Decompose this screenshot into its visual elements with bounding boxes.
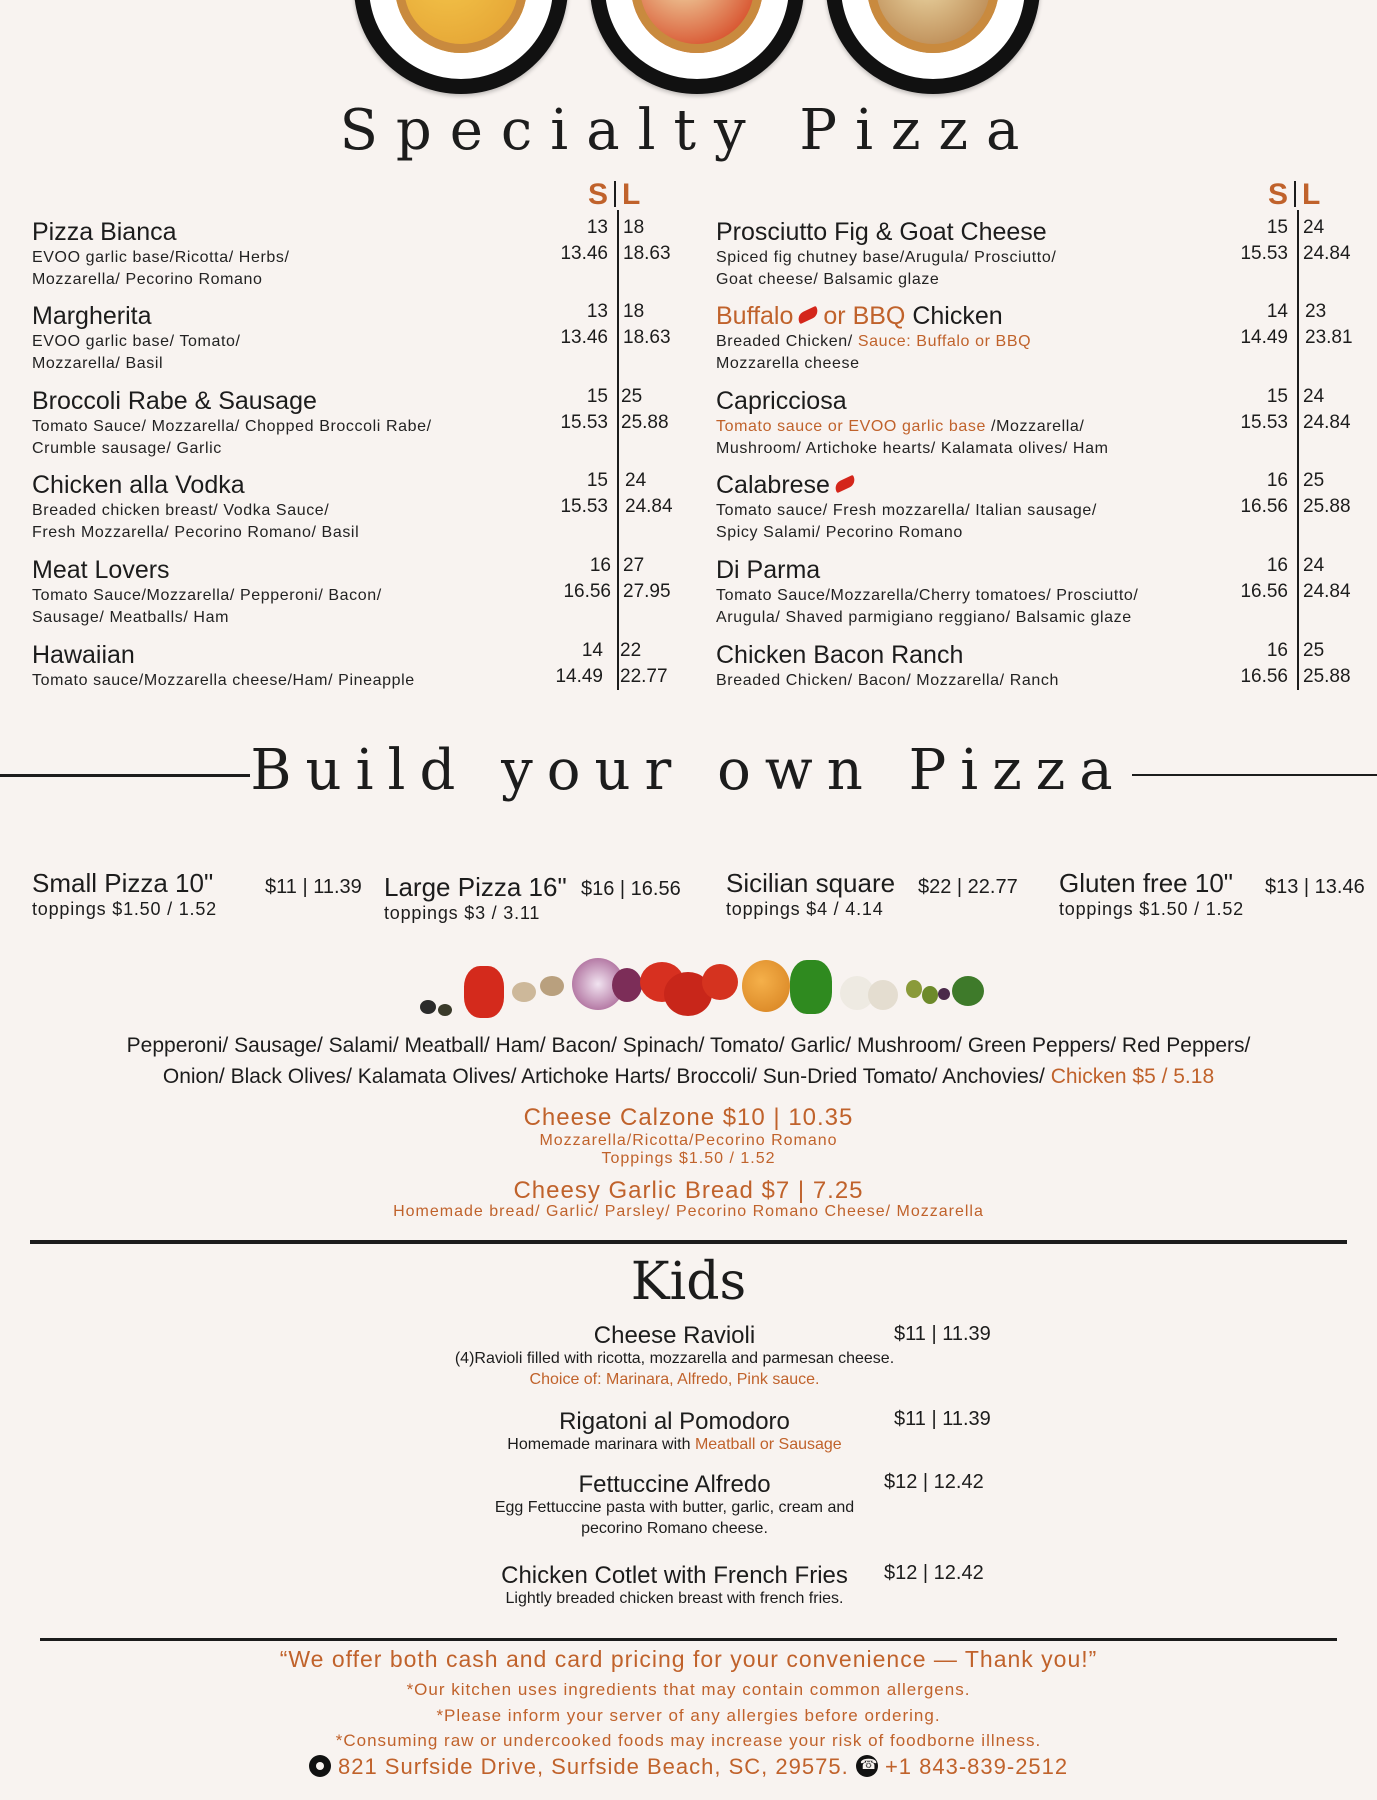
item-name: Chicken Bacon Ranch [716, 641, 964, 669]
kids-item-desc: Homemade marinara with Meatball or Sausage [507, 1436, 842, 1453]
build-title: Build your own Pizza [250, 738, 1127, 803]
size-price: $22 | 22.77 [918, 876, 1018, 898]
olive-icon [938, 988, 950, 1000]
item-desc: Goat cheese/ Balsamic glaze [716, 271, 940, 288]
item-name: Capricciosa [716, 387, 847, 415]
price-large: 25 25.88 [621, 386, 669, 433]
kids-item-name: Fettuccine Alfredo [578, 1471, 771, 1498]
size-price: $11 | 11.39 [265, 876, 362, 898]
item-desc: Arugula/ Shaved parmigiano reggiano/ Balsamic glaze [716, 609, 1132, 626]
kids-item [0, 1408, 1363, 1454]
item-desc: Mozzarella/ Basil [32, 355, 164, 372]
price-small: 13 13.46 [560, 217, 608, 264]
price-small: 16 16.56 [1240, 640, 1288, 687]
item-desc: Mozzarella/ Pecorino Romano [32, 271, 263, 288]
kids-item-desc: pecorino Romano cheese. [581, 1520, 768, 1537]
toppings-line: Pepperoni/ Sausage/ Salami/ Meatball/ Ham/ Bacon/ Spinach/ Tomato/ Garlic/ Mushroom/ Green Peppers/ Red Peppers/ [126, 1034, 1251, 1057]
item-name: Prosciutto Fig & Goat Cheese [716, 218, 1047, 246]
price-large: 24 24.84 [1303, 555, 1351, 602]
divider-line [40, 1638, 1337, 1641]
size-large-pizza: Large Pizza 16" toppings $3 / 3.11 [384, 872, 567, 923]
raw-food-note: *Consuming raw or undercooked foods may increase your risk of foodborne illness. [335, 1731, 1042, 1750]
item-desc: Spiced fig chutney base/Arugula/ Prosciutto/ [716, 249, 1057, 266]
menu-item [32, 301, 241, 375]
chili-pepper-icon [833, 475, 857, 493]
kids-item-name: Rigatoni al Pomodoro [559, 1408, 790, 1435]
menu-item [716, 470, 1097, 544]
payment-note: “We offer both cash and card pricing for your convenience — Thank you!” [279, 1646, 1098, 1672]
kids-item-desc: Egg Fettuccine pasta with butter, garlic, cream and [494, 1499, 855, 1516]
item-name: Broccoli Rabe & Sausage [32, 387, 317, 415]
kids-item-name: Chicken Cotlet with French Fries [501, 1562, 848, 1589]
price-divider-left [617, 210, 619, 690]
menu-item [32, 640, 415, 692]
price-divider-right [1297, 210, 1299, 690]
kids-title: Kids [630, 1252, 747, 1312]
item-name: Chicken alla Vodka [32, 471, 245, 499]
mushroom-icon [540, 976, 564, 996]
pizza-plate-margherita [590, 0, 804, 94]
garlic-bread-block [0, 1178, 1377, 1220]
item-desc: Sausage/ Meatballs/ Ham [32, 609, 230, 626]
size-small-label: S [1268, 178, 1289, 211]
price-large: 18 18.63 [623, 301, 671, 348]
price-small: 15 15.53 [1240, 386, 1288, 433]
broccoli-icon [952, 976, 984, 1006]
price-small: 15 15.53 [1240, 217, 1288, 264]
pizza-plate-cheese [354, 0, 568, 94]
price-small: 15 15.53 [560, 386, 608, 433]
item-name: Buffalo or BBQ Chicken [716, 302, 1003, 330]
item-desc: EVOO garlic base/ Tomato/ [32, 333, 241, 350]
price-large: 23 23.81 [1305, 301, 1353, 348]
menu-item [716, 217, 1056, 291]
kids-item-desc: Lightly breaded chicken breast with french fries. [505, 1590, 844, 1607]
specialty-title: Specialty Pizza [339, 98, 1038, 163]
size-sicilian: Sicilian square toppings $4 / 4.14 [726, 868, 896, 919]
size-header-left [588, 178, 640, 212]
item-name: Pizza Bianca [32, 218, 177, 246]
price-small: 16 16.56 [563, 555, 611, 602]
item-name: Hawaiian [32, 641, 135, 669]
menu-item [32, 470, 359, 544]
size-header-right [1268, 178, 1320, 212]
toppings-list [0, 1030, 1377, 1092]
price-small: 15 15.53 [560, 470, 608, 517]
item-name: Meat Lovers [32, 556, 170, 584]
kids-item [0, 1322, 1363, 1389]
item-desc: Tomato Sauce/ Mozzarella/ Chopped Broccoli Rabe/ [32, 418, 432, 435]
phone-icon [856, 1755, 878, 1777]
item-desc: Crumble sausage/ Garlic [32, 440, 222, 457]
menu-item [716, 301, 1031, 375]
size-large-label: L [622, 178, 641, 211]
item-desc: Tomato sauce/Mozzarella cheese/Ham/ Pineapple [32, 672, 415, 689]
calzone-toppings: Toppings $1.50 / 1.52 [601, 1150, 776, 1167]
green-pepper-icon [790, 960, 832, 1014]
garlic-bread-desc: Homemade bread/ Garlic/ Parsley/ Pecorino Romano Cheese/ Mozzarella [393, 1203, 984, 1220]
price-small: 13 13.46 [560, 301, 608, 348]
item-desc: Breaded Chicken/ Bacon/ Mozzarella/ Ranch [716, 672, 1059, 689]
item-desc: Fresh Mozzarella/ Pecorino Romano/ Basil [32, 524, 360, 541]
item-desc: Tomato Sauce/Mozzarella/Cherry tomatoes/ Prosciutto/ [716, 587, 1139, 604]
item-desc: Tomato sauce or EVOO garlic base /Mozzarella/ [716, 418, 1085, 435]
kids-item [0, 1471, 1363, 1538]
item-desc: EVOO garlic base/Ricotta/ Herbs/ [32, 249, 290, 266]
divider-line [30, 1240, 1347, 1244]
kids-item-name: Cheese Ravioli [593, 1322, 756, 1349]
price-large: 25 25.88 [1303, 470, 1351, 517]
price-large: 22 22.77 [620, 640, 668, 687]
size-large-label: L [1302, 178, 1321, 211]
item-desc: Mozzarella cheese [716, 355, 860, 372]
calzone-title: Cheese Calzone $10 | 10.35 [523, 1104, 854, 1131]
kids-item-desc: (4)Ravioli filled with ricotta, mozzarella and parmesan cheese. [454, 1350, 895, 1367]
price-small: 16 16.56 [1240, 470, 1288, 517]
kids-item-price: $12 | 12.42 [884, 1562, 984, 1584]
kids-item-desc: Choice of: Marinara, Alfredo, Pink sauce. [529, 1371, 820, 1388]
yellow-onion-icon [742, 960, 790, 1012]
garlic-icon [868, 980, 898, 1010]
item-desc: Mushroom/ Artichoke hearts/ Kalamata olives/ Ham [716, 440, 1109, 457]
item-name: Calabrese [716, 470, 1097, 500]
price-large: 27 27.95 [623, 555, 671, 602]
pizza-plate-mushroom [826, 0, 1040, 94]
menu-item [716, 640, 1059, 692]
item-name: Di Parma [716, 556, 821, 584]
price-small: 14 14.49 [555, 640, 603, 687]
contact-line [0, 1754, 1377, 1780]
allergen-note: *Our kitchen uses ingredients that may contain common allergens. [406, 1680, 971, 1699]
size-price: $16 | 16.56 [581, 878, 681, 900]
item-desc: Spicy Salami/ Pecorino Romano [716, 524, 963, 541]
size-small-pizza: Small Pizza 10" toppings $1.50 / 1.52 [32, 868, 217, 919]
item-desc: Breaded Chicken/ Sauce: Buffalo or BBQ [716, 333, 1032, 350]
price-large: 24 24.84 [1303, 386, 1351, 433]
red-pepper-icon [464, 966, 504, 1018]
price-small: 14 14.49 [1240, 301, 1288, 348]
location-pin-icon [309, 1755, 331, 1777]
address[interactable]: 821 Surfside Drive, Surfside Beach, SC, 29575. [337, 1754, 849, 1779]
mushroom-icon [512, 982, 536, 1002]
price-small: 16 16.56 [1240, 555, 1288, 602]
menu-item [716, 555, 1138, 629]
olive-icon [438, 1004, 452, 1016]
menu-item [32, 386, 432, 460]
price-large: 24 24.84 [1303, 217, 1351, 264]
olive-icon [420, 1000, 436, 1014]
olive-icon [922, 986, 938, 1004]
phone-number[interactable]: +1 843-839-2512 [884, 1754, 1069, 1779]
size-gluten-free: Gluten free 10" toppings $1.50 / 1.52 [1059, 868, 1244, 919]
item-desc: Breaded chicken breast/ Vodka Sauce/ [32, 502, 330, 519]
calzone-desc: Mozzarella/Ricotta/Pecorino Romano [539, 1132, 838, 1149]
item-desc: Tomato sauce/ Fresh mozzarella/ Italian sausage/ [716, 502, 1097, 519]
menu-item [32, 555, 382, 629]
kids-item-price: $12 | 12.42 [884, 1471, 984, 1493]
kids-item-price: $11 | 11.39 [894, 1408, 991, 1430]
size-price: $13 | 13.46 [1265, 876, 1365, 898]
item-name: Margherita [32, 302, 152, 330]
onion-icon [612, 968, 642, 1002]
price-large: 18 18.63 [623, 217, 671, 264]
kids-item-price: $11 | 11.39 [894, 1323, 991, 1345]
size-small-label: S [588, 178, 609, 211]
price-large: 25 25.88 [1303, 640, 1351, 687]
chili-pepper-icon [796, 306, 820, 324]
calzone-block [0, 1104, 1377, 1168]
menu-item [32, 217, 290, 291]
toppings-line: Onion/ Black Olives/ Kalamata Olives/ Artichoke Harts/ Broccoli/ Sun-Dried Tomato/ Anchovies/ Chicken $5 / 5.18 [162, 1065, 1215, 1088]
kids-item [0, 1562, 1363, 1608]
tomato-icon [702, 964, 738, 1000]
garlic-bread-title: Cheesy Garlic Bread $7 | 7.25 [513, 1177, 864, 1204]
price-large: 24 24.84 [625, 470, 673, 517]
allergy-inform-note: *Please inform your server of any allergies before ordering. [436, 1706, 941, 1725]
olive-icon [906, 980, 922, 998]
toppings-chicken: Chicken $5 / 5.18 [1050, 1065, 1215, 1088]
menu-item [716, 386, 1109, 460]
item-desc: Tomato Sauce/Mozzarella/ Pepperoni/ Bacon/ [32, 587, 382, 604]
